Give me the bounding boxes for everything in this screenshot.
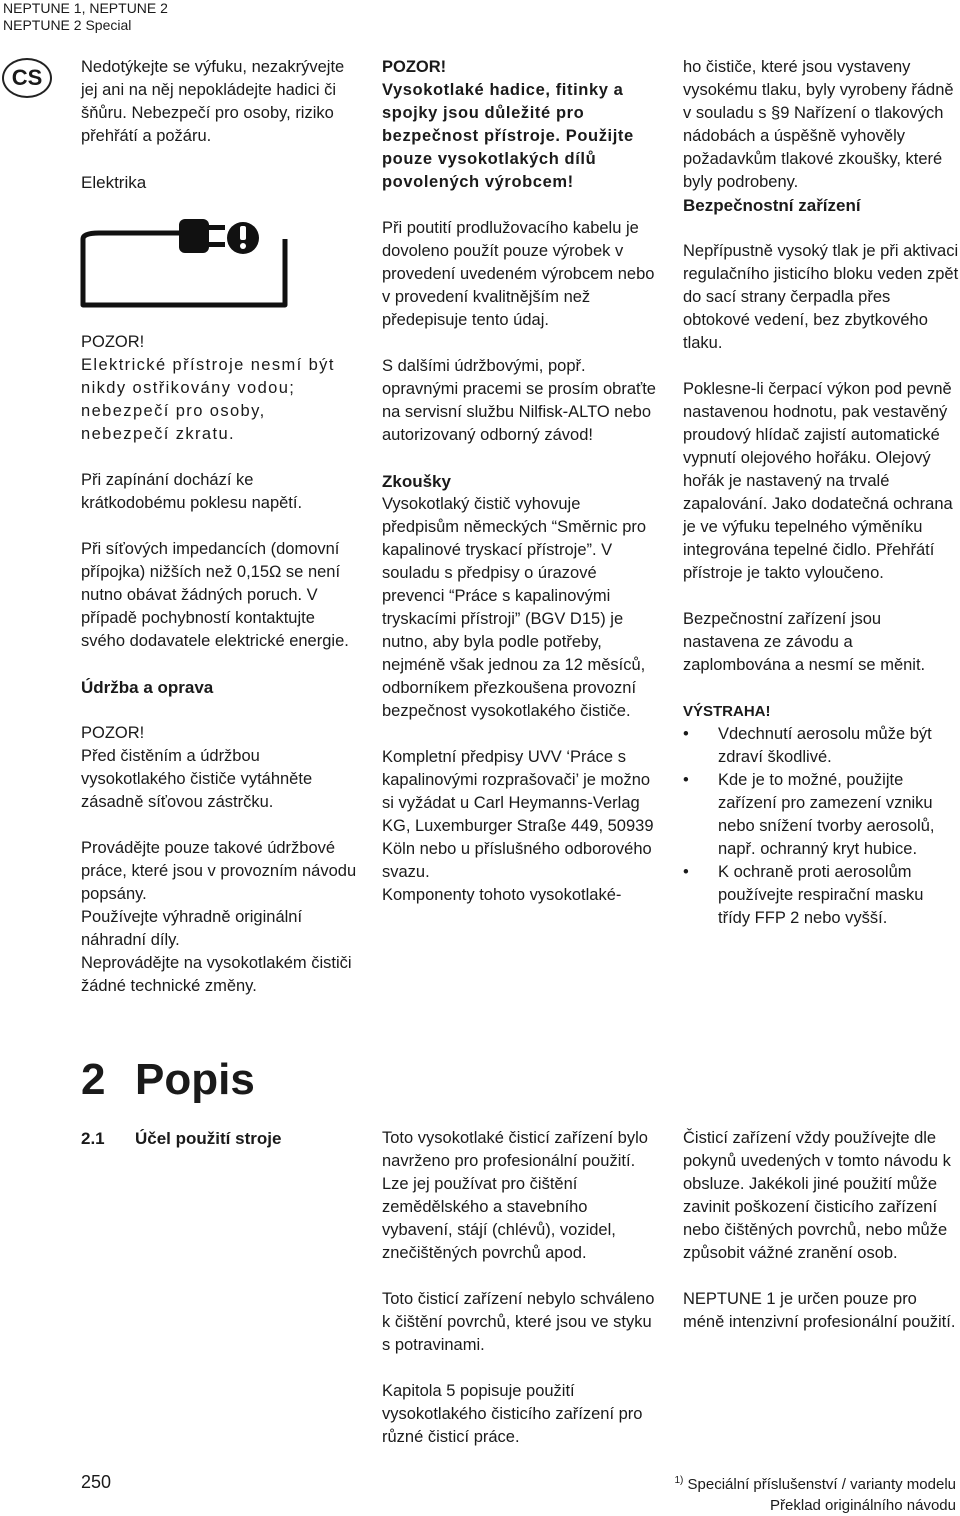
unplug-before-cleaning-paragraph: Před čistěním a údržbou vysokotlakého čističe vytáhněte zásadně síťovou zástrčku. xyxy=(81,747,313,811)
header-models-line1: NEPTUNE 1, NEPTUNE 2 xyxy=(3,0,168,16)
intended-use-paragraph: Toto vysokotlaké čisticí zařízení bylo navrženo pro profesionální použití. Lze jej používat pro čištění zemědělského a stavebního vybavení, stájí (chlévů), vozidel, znečištěných povrchů apod. xyxy=(382,1129,648,1262)
pozor-label-1: POZOR! xyxy=(81,333,145,351)
column-4 xyxy=(382,1127,659,1472)
column-2 xyxy=(382,56,659,907)
exhaust-warning-paragraph: Nedotýkejte se výfuku, nezakrývejte jej ani na něj nepokládejte hadici či šňůru. Nebezpečí pro osoby, riziko přehřátí a požáru. xyxy=(81,58,345,145)
electric-water-warning: Elektrické přístroje nesmí být nikdy ostřikovány vodou; nebezpečí pro osoby, nebezpečí zkratu. xyxy=(81,356,335,443)
maintenance-scope-paragraph: Provádějte pouze takové údržbové práce, které jsou v provozním návodu popsány. xyxy=(81,839,357,903)
extension-cable-paragraph: Při poutití prodlužovacího kabelu je dovoleno použít pouze výrobek v provedení uvedeném výrobcem nebo v provedení kvalitnějším než předepisuje tento údaj. xyxy=(382,219,655,329)
pozor-label-2: POZOR! xyxy=(81,724,145,742)
neptune1-usage-paragraph: NEPTUNE 1 je určen pouze pro méně intenzivní profesionální použití. xyxy=(683,1290,956,1331)
language-badge: CS xyxy=(2,58,52,98)
section-number: 2 xyxy=(81,1055,106,1104)
chapter-reference-paragraph: Kapitola 5 popisuje použití vysokotlakého čisticího zařízení pro různé čisticí práce. xyxy=(382,1382,643,1446)
list-item: • K ochraně proti aerosolům používejte respirační masku třídy FFP 2 nebo vyšší. xyxy=(683,861,960,930)
original-parts-paragraph: Používejte výhradně originální náhradní díly. xyxy=(81,908,303,949)
footnote-text: Speciální příslušenství / varianty modelu xyxy=(687,1476,956,1493)
heading-udrzba-a-oprava: Údržba a oprava xyxy=(81,678,214,697)
column-1 xyxy=(81,56,360,998)
food-contact-paragraph: Toto čisticí zařízení nebylo schváleno k čištění povrchů, které jsou ve styku s potravinami. xyxy=(382,1290,655,1354)
list-item: • Kde je to možné, použijte zařízení pro zamezení vzniku nebo snížení tvorby aerosolů, např. ochranný kryt hubice. xyxy=(683,769,960,861)
page-number: 250 xyxy=(81,1472,112,1492)
section-title: Popis xyxy=(135,1055,255,1104)
uvv-regulations-paragraph: Kompletní předpisy UVV ‘Práce s kapalinovými rozprašovači’ je možno si vyžádat u Carl Heymanns-Verlag KG, Luxemburger Straße 449, 50939 Köln nebo u příslušného odborového svazu. xyxy=(382,748,654,881)
column-5 xyxy=(683,1127,960,1357)
flow-switch-paragraph: Poklesne-li čerpací výkon pod pevně nastavenou hodnotu, pak vestavěný proudový hlídač zajistí automatické vypnutí olejového hořáku. Olejový hořák je nastavený na trvalé zapalování. Jako dodatečná ochrana je ve výfuku tepelného výměníku integrována tepelné čidlo. Přehřátí přístroje je takto vyloučeno. xyxy=(683,380,953,582)
inspection-regulations-paragraph: Vysokotlaký čistič vyhovuje předpisům německých “Směrnic pro kapalinové tryskací přístroje”. V souladu s předpisy o úrazové prevenci “Práce s kapalinovými tryskacími přístroji” (BGV D15) je nutno, aby byla podle potřeby, nejméně však jednou za 12 měsíců, odborníkem přezkoušena provozní bezpečnost vysokotlakého čističe. xyxy=(382,495,647,720)
subsection-title: Účel použití stroje xyxy=(135,1129,282,1148)
subsection-heading xyxy=(81,1127,281,1150)
pressure-relief-paragraph: Nepřípustně vysoký tlak je při aktivaci regulačního jisticího bloku veden zpět do sací strany čerpadla přes obtokové vedení, bez zbytkového tlaku. xyxy=(683,242,959,352)
header-models-line2: NEPTUNE 2 Special xyxy=(3,17,132,33)
section-heading xyxy=(81,1052,255,1108)
column-3 xyxy=(683,56,960,930)
aerosol-warning-list xyxy=(683,723,960,930)
no-technical-changes-paragraph: Neprovádějte na vysokotlakém čističi žádné technické změny. xyxy=(81,954,352,995)
subsection-number: 2.1 xyxy=(81,1129,105,1148)
footer-notes xyxy=(674,1470,956,1516)
heading-bezpecnostni-zarizeni: Bezpečnostní zařízení xyxy=(683,196,861,215)
pozor-label-3: POZOR! xyxy=(382,58,447,76)
heading-elektrika: Elektrika xyxy=(81,173,147,192)
document-header xyxy=(3,0,168,34)
impedance-paragraph: Při síťových impedancích (domovní přípojka) nižších než 0,15Ω se není nutno obávat žádných poruch. V případě pochybností kontaktujte svého dodavatele elektrické energie. xyxy=(81,540,349,650)
electric-plug-warning-icon xyxy=(79,217,291,313)
list-item: • Vdechnutí aerosolu může být zdraví škodlivé. xyxy=(683,723,960,769)
usage-instructions-paragraph: Čisticí zařízení vždy používejte dle pokynů uvedených v tomto návodu k obsluze. Jakékoli jiné použití může zavinit poškození čisticího zařízení nebo čištěných povrchů, nebo může způsobit vážné zranění osob. xyxy=(683,1129,951,1262)
components-paragraph-continued: ho čističe, které jsou vystaveny vysokému tlaku, byly vyrobeny řádně v souladu s §9 Nařízení o tlakových nádobách a úspěšně vyhověly požadavkům tlakové zkoušky, které byly podrobeny. xyxy=(683,58,954,191)
translation-note: Překlad originálního návodu xyxy=(770,1497,956,1514)
footnote-line xyxy=(674,1470,956,1495)
hoses-warning-bold: Vysokotlaké hadice, fitinky a spojky jsou důležité pro bezpečnost přístroje. Použijte pouze vysokotlakých dílů povolených výrobcem! xyxy=(382,81,634,191)
sealed-safety-devices-paragraph: Bezpečnostní zařízení jsou nastavena ze závodu a zaplombována a nesmí se měnit. xyxy=(683,610,926,674)
heading-zkousky: Zkoušky xyxy=(382,472,451,491)
service-paragraph: S dalšími údržbovými, popř. opravnými pracemi se prosím obraťte na servisní službu Nilfisk-ALTO nebo autorizovaný odborný závod! xyxy=(382,357,656,444)
voltage-drop-paragraph: Při zapínání dochází ke krátkodobému poklesu napětí. xyxy=(81,471,303,512)
components-paragraph-start: Komponenty tohoto vysokotlaké- xyxy=(382,886,622,904)
footnote-mark: 1) xyxy=(674,1475,684,1486)
vystraha-label: VÝSTRAHA! xyxy=(683,703,771,720)
